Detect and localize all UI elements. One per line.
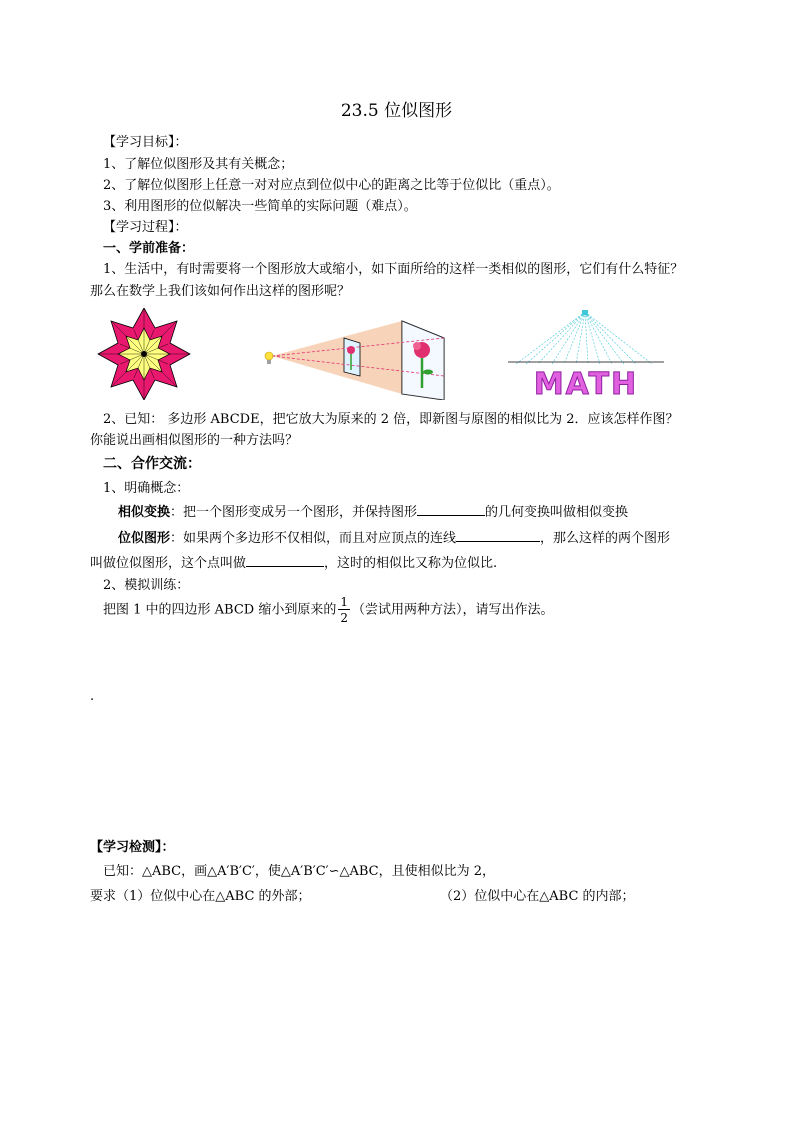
section3-heading: 【学习检测】：	[90, 840, 175, 855]
def2-term: 位似图形	[118, 531, 171, 546]
math-word: MATH	[533, 367, 639, 400]
objective-2: 2、了解位似图形上任意一对对应点到位似中心的距离之比等于位似比（重点）。	[103, 178, 560, 193]
q2-line2: 你能说出画相似图形的一种方法吗？	[90, 433, 299, 448]
def2-text-b: ，那么这样的两个图形	[540, 531, 671, 546]
check-line1: 已知：△ABC，画△A′B′C′，使△A′B′C′∽△ABC，且使相似比为 2，	[103, 864, 496, 879]
exercise	[103, 596, 554, 624]
q2-line1: 2、已知： 多边形 ABCDE，把它放大为原来的 2 倍，即新图与原图的相似比为 2．应该怎样作图？	[103, 412, 679, 427]
def1-blank	[417, 503, 485, 516]
def1-text-b: 的几何变换叫做相似变换	[485, 505, 629, 520]
def2-line2-b: ，这时的相似比又称为位似比.	[324, 556, 498, 571]
objectives-header: 【学习目标】：	[103, 135, 188, 150]
q1-line2: 那么在数学上我们该如何作出这样的图形呢？	[90, 284, 351, 299]
def2-blank	[456, 529, 540, 542]
def2-line2-a: 叫做位似图形，这个点叫做	[90, 556, 247, 571]
def1-term: 相似变换	[118, 505, 171, 520]
objective-1: 1、了解位似图形及其有关概念；	[103, 157, 294, 172]
section1-heading: 一、学前准备：	[103, 241, 195, 256]
exercise-text-b: （尝试用两种方法），请写出作法。	[352, 602, 554, 618]
def2-blank-2	[246, 554, 324, 567]
section2-heading: 二、合作交流：	[103, 456, 201, 472]
star-figure	[88, 308, 200, 400]
def2-line2	[90, 552, 497, 571]
exercise-text-a: 把图 1 中的四边形 ABCD 缩小到原来的	[103, 602, 337, 618]
process-header: 【学习过程】：	[103, 220, 188, 235]
item2: 2、模拟训练：	[103, 578, 190, 593]
fraction-numerator: 1	[340, 595, 348, 609]
requirement-1: 要求（1）位似中心在△ABC 的外部；	[90, 889, 311, 904]
objective-3: 3、利用图形的位似解决一些简单的实际问题（难点）。	[103, 199, 417, 214]
q1-line1: 1、生活中，有时需要将一个图形放大或缩小，如下面所给的这样一类相似的图形，它们有什么特征？	[103, 262, 684, 277]
def2	[118, 527, 670, 546]
def1-text-a: ：把一个图形变成另一个图形，并保持图形	[170, 505, 418, 520]
item1: 1、明确概念：	[103, 481, 190, 496]
requirement-2: （2）位似中心在△ABC 的内部；	[440, 889, 635, 904]
stray-dot: .	[90, 689, 95, 704]
def1	[118, 501, 628, 520]
fraction-denominator: 2	[340, 611, 348, 625]
page-title: 23.5 位似图形	[340, 101, 453, 121]
def2-text-a: ：如果两个多边形不仅相似，而且对应顶点的连线	[170, 531, 457, 546]
math-figure	[502, 308, 670, 400]
projection-figure	[262, 316, 447, 400]
fraction-half	[338, 596, 350, 624]
